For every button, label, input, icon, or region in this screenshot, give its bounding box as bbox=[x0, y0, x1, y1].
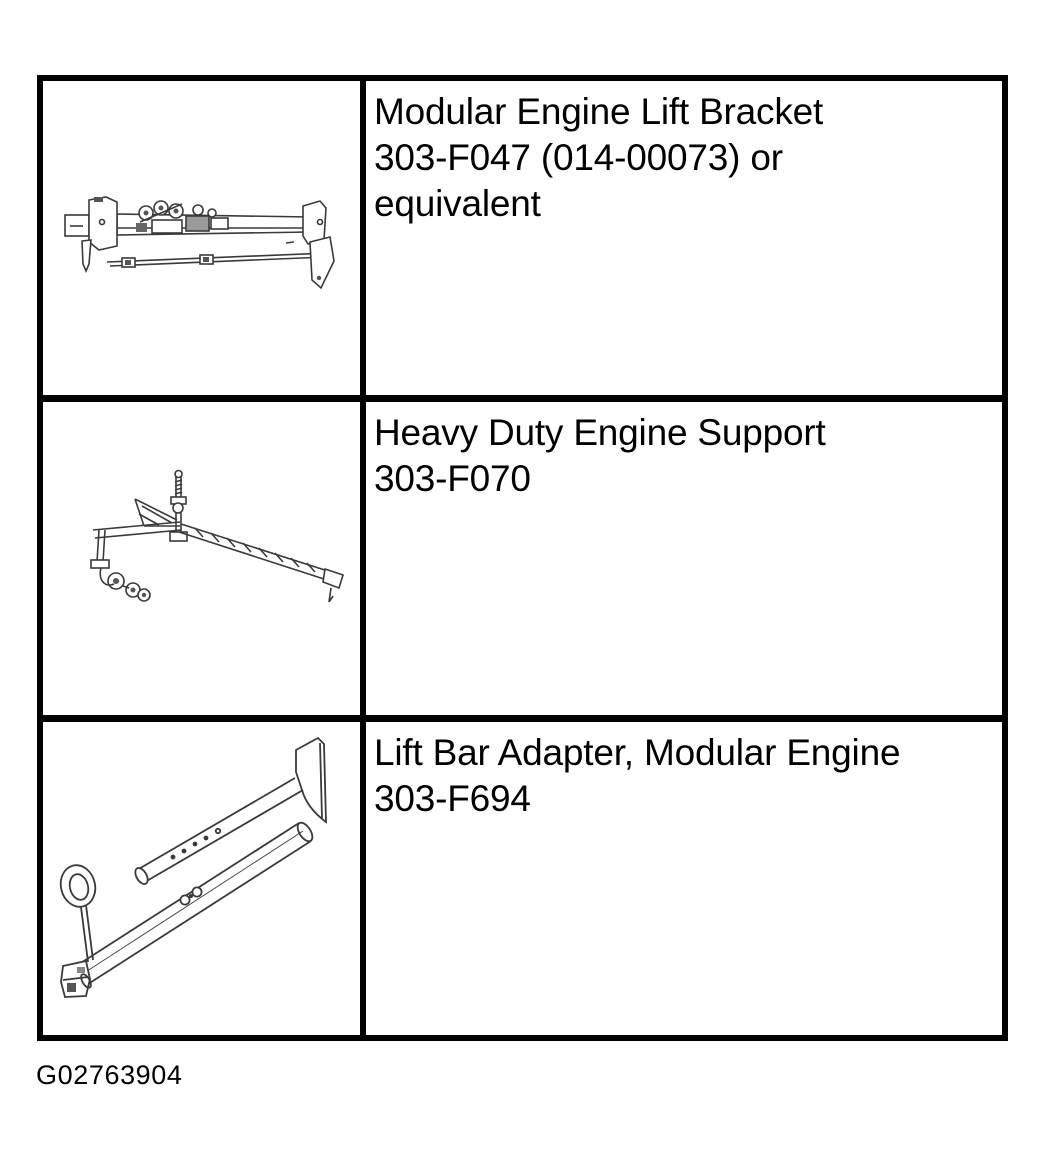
tool-description-line: equivalent bbox=[374, 183, 541, 224]
tool-illustration-cell bbox=[43, 402, 366, 715]
tool-illustration-cell bbox=[43, 81, 366, 395]
modular-engine-lift-bracket-drawing bbox=[58, 192, 348, 297]
tool-description-cell bbox=[366, 81, 1002, 395]
table-row bbox=[43, 395, 1002, 715]
tool-description-cell bbox=[366, 402, 1002, 715]
heavy-duty-engine-support-drawing bbox=[85, 468, 350, 618]
tool-description-line: Modular Engine Lift Bracket bbox=[374, 91, 824, 132]
tool-description-line: 303-F694 bbox=[374, 778, 531, 819]
tool-description-line: 303-F047 (014-00073) or bbox=[374, 137, 783, 178]
tool-description-line: Heavy Duty Engine Support bbox=[374, 412, 826, 453]
special-tools-table bbox=[37, 75, 1008, 1041]
tool-description-line: Lift Bar Adapter, Modular Engine bbox=[374, 732, 901, 773]
tool-description-cell bbox=[366, 722, 1002, 1035]
figure-id-caption: G02763904 bbox=[36, 1060, 183, 1090]
lift-bar-adapter-drawing bbox=[55, 734, 350, 1012]
tool-illustration-cell bbox=[43, 722, 366, 1035]
tool-description-line: 303-F070 bbox=[374, 458, 531, 499]
table-row bbox=[43, 715, 1002, 1035]
table-row bbox=[43, 81, 1002, 395]
